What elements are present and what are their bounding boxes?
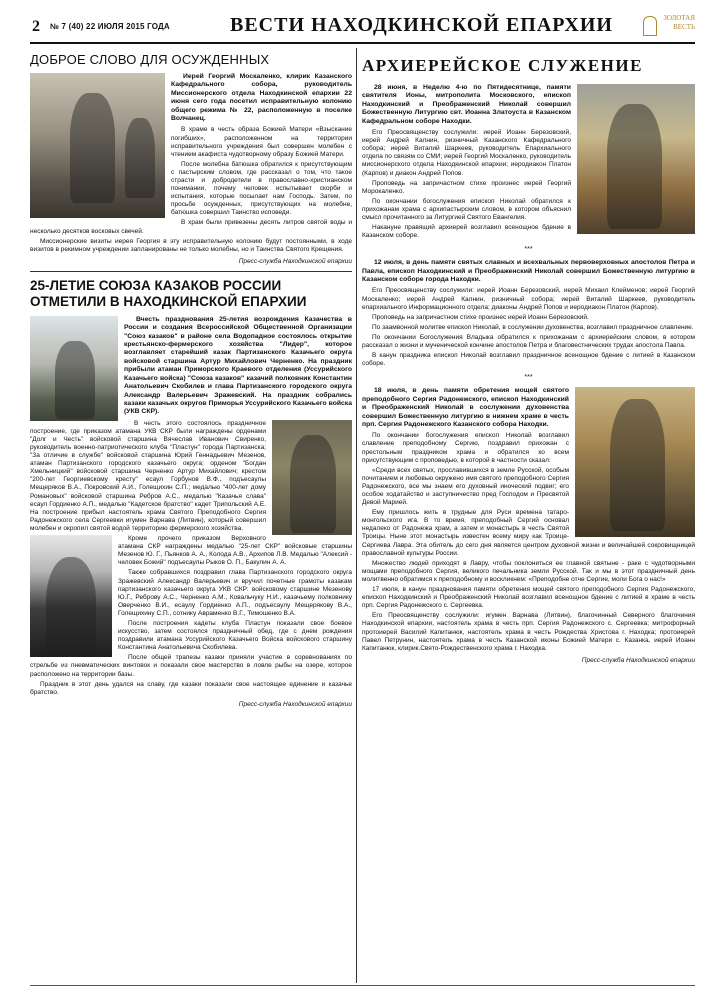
paragraph: Множество людей приходят в Лавру, чтобы поклониться ее главной святыне - раке с чудотворными мощами преподобного Сергия, великого печальника земли Русской. Так и мы в этот праздничный день молитвенно обратимся к преподобному и воскликнем: «Преподобне отче Сергие, моли Бога о нас!» bbox=[362, 559, 695, 583]
page-header bbox=[30, 8, 695, 44]
service-july-18 bbox=[362, 387, 695, 663]
left-column bbox=[30, 48, 352, 983]
right-column bbox=[362, 48, 695, 983]
paragraph: Также собравшихся поздравил глава Партизанского городского округа Зражевский Александр Валерьевич и вручил почетные грамоты казакам партизанского казачьего округа УКВ СКР: войсковому старшине Мезенову Ю.Г., Реброву А.С., Черненко А.М., Ковальчуку Н.И., казачьему полковнику Оверченко В.И., есаулу Гордиенко А.П., подъесаулу Мещерякову В.А., Голещихину С.П., сотнику Авраменко В.Г., Тимошенко В.А. bbox=[118, 569, 352, 617]
paragraph: По окончании богослужения епископ Николай обратился к прихожанам храма с архипастырским словом, в котором объяснил смысл прочитанного за Литургией Святого Евангелия. bbox=[362, 197, 571, 221]
paragraph: Проповедь на запричастном стихе произнес иерей Иоанн Березовский. bbox=[372, 313, 589, 321]
paragraph: Накануне правящий архиерей возглавил всенощное бдение в Казанском соборе. bbox=[362, 224, 571, 240]
logo bbox=[645, 14, 695, 38]
bell-icon bbox=[643, 16, 657, 36]
paragraph: После общей трапезы казаки приняли участие в соревнованиях по стрельбе из пневматических винтовок и показали свое мастерство в ловле рыбы на озере, которое расположено на территории базы. bbox=[30, 654, 352, 678]
photo-cossack-veteran bbox=[272, 420, 352, 535]
paragraph: В храм были привезены десять литров святой воды и несколько десятков восковых свечей. bbox=[30, 219, 352, 235]
photo-official-portrait bbox=[30, 535, 112, 657]
paragraph: Его Преосвященству сослужили: игумен Варнава (Литвин), благочинный Северного благочиния Находкинской епархии, настоятель храма в честь прп. Сергия Радонежского с. Сергеевка; митрофорный протоиерей Василий Капитанюк, настоятель храма в честь Рождества Христова г. Находка; протоиерей Павел Петрунин, настоятель храма в честь Казанской иконы Божией Матери с. Казанка, иерей Иоанн Капитанюк, клирик.Свято-Рождественского храма г. Находка. bbox=[362, 612, 695, 652]
article-credit: Пресс-служба Находкинской епархии bbox=[238, 700, 352, 708]
article-lead: Иерей Георгий Москаленко, клирик Казанского Кафедрального собора, руководитель Миссионерского отдела Находкинской епархии 22 июня сего года посетил исправительную колонию общего режима № 22, расположенную в поселке Волчанец. bbox=[171, 73, 352, 123]
issue-info: № 7 (40) 22 ИЮЛЯ 2015 ГОДА bbox=[50, 22, 170, 31]
paragraph: По окончании Богослужения Владыка обратился к прихожанам с архиерейским словом, в котором рассказал о жизни и мученической кончине апостолов Петра и благовестнических трудах апостола Павла. bbox=[362, 333, 695, 350]
paragraph: Миссионерские визиты иерея Георгия в эту исправительную колонию будут постоянными, в ходе визитов в рекимном учреждении запланированы не только молебны, но и Таинства Святого Крещения. bbox=[30, 237, 352, 253]
article-cossacks bbox=[30, 278, 352, 708]
article-good-word bbox=[30, 52, 352, 265]
photo-priest-colony bbox=[30, 73, 165, 218]
paragraph: В канун праздника епископ Николай возглавил праздничное всенощное бдение с литией в Казанском соборе. bbox=[362, 352, 695, 368]
paragraph: По заамвонной молитве епископ Николай, в сослужении духовенства, возглавил праздничное славление. bbox=[372, 323, 694, 331]
paragraph: В храме в честь образа Божией Матери «Взыскание погибших», расположенном на территории исправительного учреждения был совершен молебен с чтением акафиста чудотворному образу Божией Матери. bbox=[171, 126, 352, 158]
paragraph: Его Преосвященству сослужили: иерей Иоанн Березовский, иерей Андрей Калнин, ризничный Казанского Кафедрального собора; иерей Виталий Шаркеев, руководитель Епархиального отдела по связям со СМИ; иерей Георгий Москаленко, руководитель миссионерского отдела Находкинской епархии; иеродиакон Платон (Карпов) и диакон Андрей Попов. bbox=[362, 129, 571, 177]
article-title: 25-ЛЕТИЕ СОЮЗА КАЗАКОВ РОССИИ ОТМЕТИЛИ В НАХОДКИНСКОЙ ЕПАРХИИ bbox=[30, 277, 307, 309]
service-lead: 28 июня, в Неделю 4-ю по Пятидесятнице, памяти святителя Ионы, митрополита Московского, епископ Находкинский и Преображенский Николай совершил Божественную Литургию свт. Иоанна Златоуста в Казанском Кафедральном соборе Находки. bbox=[362, 84, 571, 125]
service-june-28 bbox=[362, 84, 695, 240]
paragraph: Его Преосвященству сослужили: иерей Иоанн Березовский, иерей Михаил Клейменов; иерей Георгий Москаленко; иерей Андрей Калнин, ризничный собора; иерей Виталий Шаркеев, руководитель епархиального Информационного отдела; диаконы Андрей Попов и иеродиакон Платон (Карпов). bbox=[362, 287, 695, 311]
paragraph: «Среди всех святых, прославившихся в земле Русской, особым почитанием и любовью окружено имя святого преподобного Сергия Радонежского, все мы знаем его духовный иноческий подвиг; его особое ходатайство и заступничество пред Господом и Пресвятой Девой Марией. bbox=[362, 466, 569, 507]
paragraph: В честь этого состоялось праздничное построение, где приказом атамана УКВ СКР были награждены орденами "Долг и Честь" войсковой старшина Вячеслав Иванович Свиренко, руководитель военно-патриотического клуба "Пластун" города Партизанска; "За отличие в службе" войсковой старшина Юрий Геннадьевич Мезенов, атаман Партизанского городского казачьего округа; орденом "Богдан Хмельницкий" войсковой старшина Черненко Артур Михайлович; крестом "200-лет Георгиевскому кресту" есаул Горбунов В.Ф., подъесаулы Мещеряков В.А., Покровский А.И., Голещихин С.П.; медалью "400-лет дому Романовых" войсковой старшина Ребров А.С., медалью "Казачья слава" есаул Гордиенко А.П., медалью "Кадетское братство" кадет Трипольский А.Е. На построение прибыл настоятель храма Святого Преподобного Сергия Радонежского села Сергеевки игумен Варнава (Литвин), который совершил молебен и окропил святой водой территорию фермерского хозяйства. bbox=[30, 419, 266, 532]
page-number: 2 bbox=[32, 18, 40, 35]
section-divider bbox=[30, 271, 352, 272]
paragraph: После построения кадеты клуба Пластун показали свое боевое искусство, затем состоялся праздничный обед, где с днем рождения поздравили атамана Уссурийского Казачьего Войска войскового старшину Константина Анатольевича Скобилева. bbox=[118, 619, 352, 652]
logo-text: ЗОЛОТАЯ ВЕСТЬ bbox=[663, 14, 695, 31]
service-july-12 bbox=[362, 259, 695, 368]
masthead-title: ВЕСТИ НАХОДКИНСКОЙ ЕПАРХИИ bbox=[230, 14, 613, 36]
paragraph: 17 июля, в канун празднования памяти обретения мощей святого преподобного Сергия Радонежского, епископ Находкинский и Преображенский Николай возглавил всенощное бдение с литией в храме в честь прп. Сергия Радонежского с. Сергеевка. bbox=[362, 586, 695, 610]
article-title: ДОБРОЕ СЛОВО ДЛЯ ОСУЖДЕННЫХ bbox=[30, 52, 270, 67]
footer-rule bbox=[30, 985, 695, 986]
service-lead: 12 июля, в день памяти святых славных и всехвальных первоверховных апостолов Петра и Павла, епископ Находкинский и Преображенский Николай совершил Божественную литургию в Казанском соборе города Находки. bbox=[362, 259, 695, 284]
article-credit: Пресс-служба Находкинской епархии bbox=[238, 257, 352, 265]
section-title: АРХИЕРЕЙСКОЕ СЛУЖЕНИЕ bbox=[362, 56, 643, 75]
separator-stars: *** bbox=[524, 246, 533, 254]
article-lead: Вчесть празднования 25-летия возрождения Казачества в России и создания Всероссийской Общественной Организации "Союз казаков" в районе села Водопадное состоялось открытие крестьянско-фермерского хозяйства "Лидер", которое возглавляет старейший казак Партизанского Казачьего округа войсковой старшина Артур Михайлович Черненко. На праздник прибыли атаман Приморского Краевого отделения (Уссурийского Казачьего войска) "Союза казаков" казачий полковник Константин Анатольевич Скобилев и глава Партизанского городского округа Александр Валерьевич Зражевский. На праздник собрались казаки казачьих округов Приморья Уссурийского Казачьего войска (УКВ СКР). bbox=[124, 315, 352, 416]
paragraph: Ему пришлось жить в трудные для Руси времена татаро-монгольского ига. В то время, преподобный Сергий основал недалеко от Радонежа храм, а затем и монастырь в честь Святой Троицы. Ныне этот монастырь известен всему миру как Троице-Сергиева Лавра. Эта обитель до сего дня является центром духовной жизни и величайшей сокровищницей православной культуры России. bbox=[362, 509, 695, 557]
paragraph: Праздник в этот день удался на славу, где казаки показали свое настоящее единение и казачье братство. bbox=[30, 680, 352, 696]
column-divider bbox=[356, 48, 357, 983]
photo-bishop-sergius bbox=[575, 387, 695, 537]
paragraph: Проповедь на запричастном стихе произнес иерей Георгий Морокаленко. bbox=[362, 179, 571, 195]
paragraph: После молебна батюшка обратился к присутствующим с пастырским словом, где рассказал о том, что такое страсти и добродетели в православно-христианском понимании, почему человек испытывает скорби и испытания, которые посылает нам Господь. Затем, по просьбе осужденных, присутствующих на молебне, батюшка совершил Таинство исповеди. bbox=[171, 160, 352, 217]
service-lead: 18 июля, в день памяти обретения мощей святого преподобного Сергия Радонежского, епископ Находкинский и Преображенский Николай в сослужении духовенства совершил Божественную литургию в нижнем храме в честь прп. Сергия Радонежского Казанского собора Находки. bbox=[362, 387, 569, 428]
article-credit: Пресс-служба Находкинской епархии bbox=[581, 656, 695, 664]
photo-bishop-liturgy bbox=[577, 84, 695, 234]
photo-cossack-ceremony bbox=[30, 316, 118, 421]
paragraph: По окончании богослужения епископ Николай возглавил славление преподобному Сергию, поздравил прихожан с престольным праздником храма и обратился ко всем присутствующим с проповедью, в которой в частности сказал: bbox=[362, 432, 569, 464]
separator-stars: *** bbox=[524, 374, 533, 382]
paragraph: Кроме прочего приказом Верховного атамана СКР награждены медалью "25-лет СКР" войсковые старшины Мезенов Ю. Г., Пьянков А. А., Колода А.В., Архипов Л.В. Медалью "Алексий - человек Божий" подъесаулы Рыков О. П., Бакулин А. А. bbox=[118, 535, 352, 567]
